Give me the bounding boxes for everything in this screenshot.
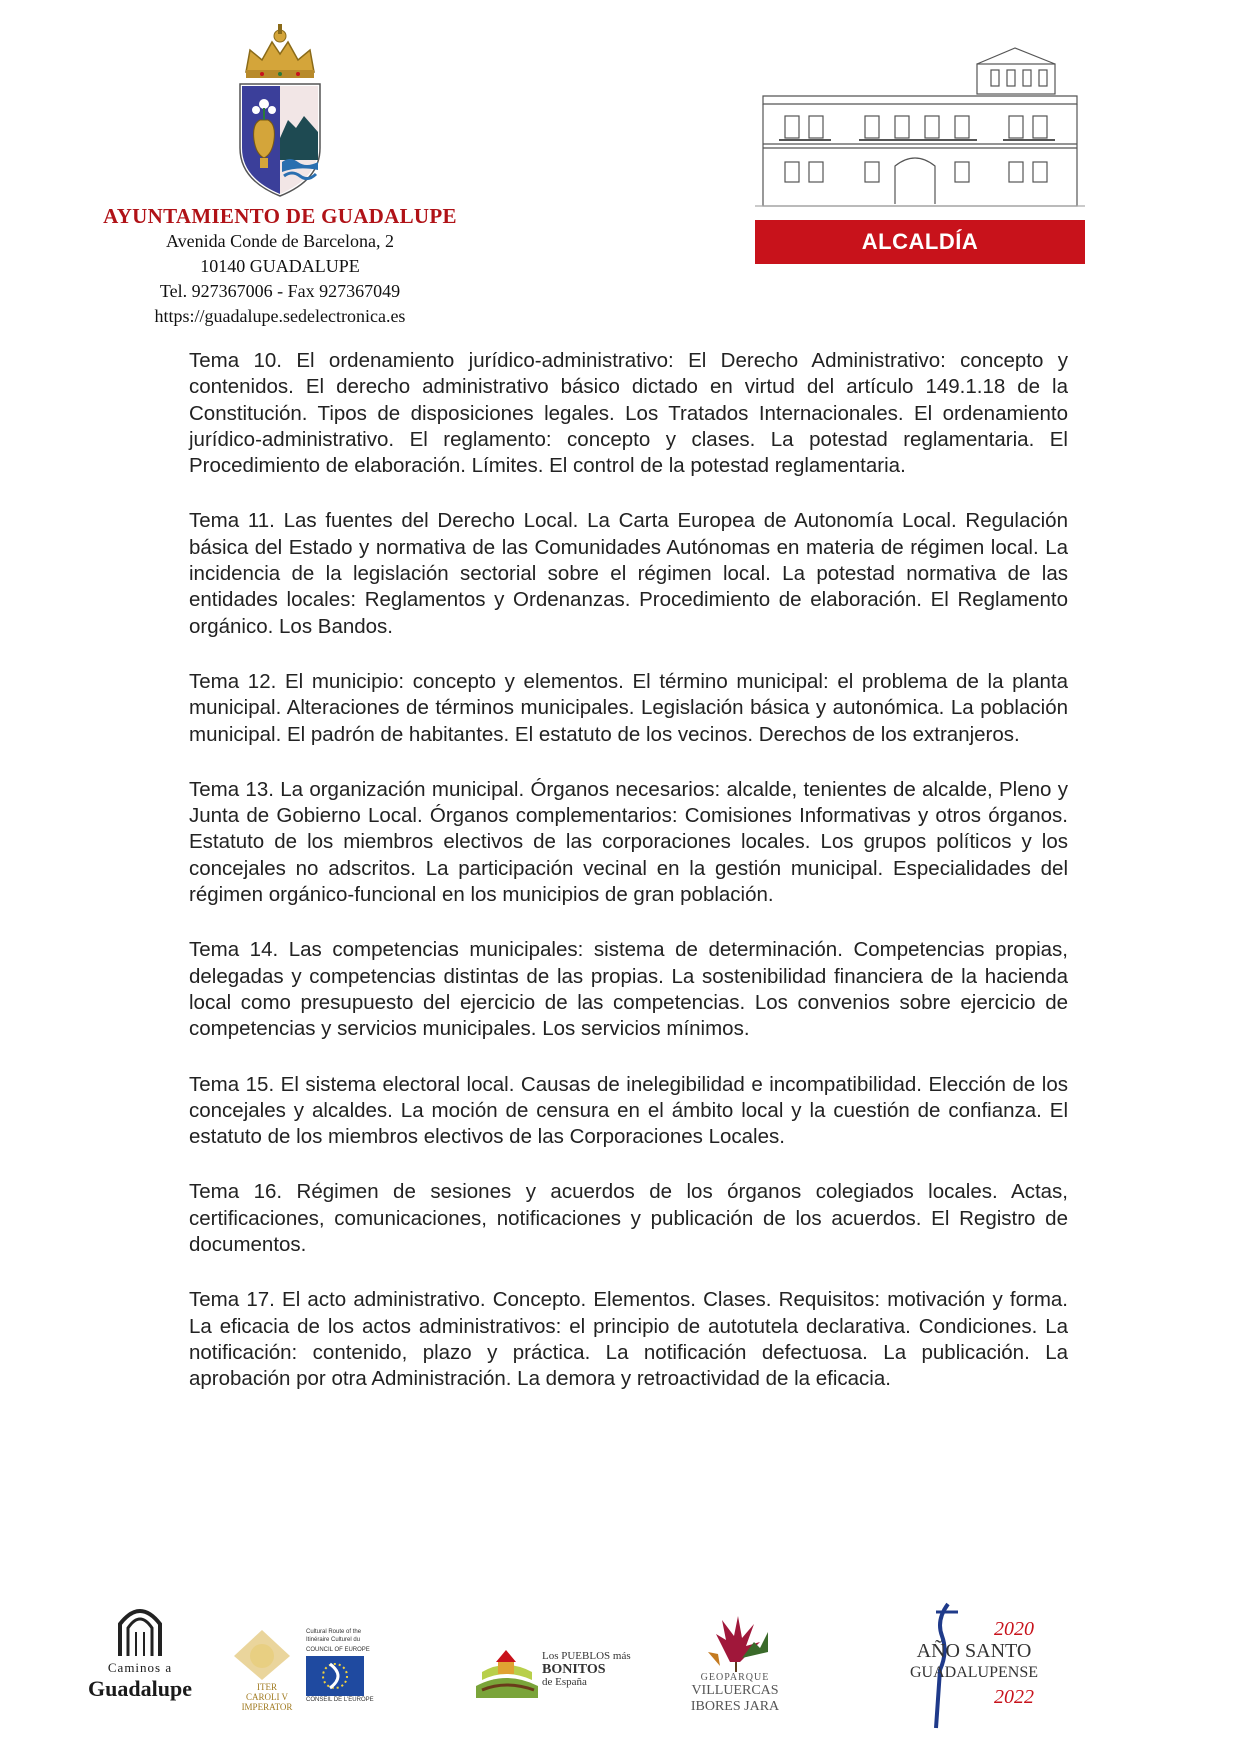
tema-17-paragraph: Tema 17. El acto administrativo. Concepto. Elementos. Clases. Requisitos: motivación y forma. La eficacia de los actos administrativos: el principio de autotutela declarativa. Condiciones. La notificación: contenido, plazo y práctica. La notificación defectuosa. La publicación. La aprobación por otra Administración. La demora y retroactividad de la eficacia. — [189, 1288, 1068, 1391]
arch-icon — [70, 1600, 210, 1660]
council-en: COUNCIL OF EUROPE — [306, 1647, 370, 1653]
sponsor-logos-footer — [60, 1600, 1180, 1730]
address-street: Avenida Conde de Barcelona, 2 — [165, 231, 395, 251]
ano-santo-line2: GUADALUPENSE — [910, 1664, 1038, 1681]
website-link[interactable]: https://guadalupe.sedelectronica.es — [154, 306, 406, 326]
geoparque-line3: IBORES JARA — [690, 1699, 780, 1714]
iter-line1: ITER — [257, 1682, 277, 1692]
ano-santo-line1: AÑO SANTO — [916, 1640, 1032, 1662]
geoparque-line2: VILLUERCAS — [691, 1683, 779, 1698]
pueblos-line1: Los PUEBLOS más — [542, 1650, 631, 1662]
year-end: 2022 — [994, 1686, 1034, 1708]
caminos-line2: Guadalupe — [88, 1676, 192, 1701]
cultural-route-line2: Itinéraire Culturel du — [306, 1637, 361, 1643]
tema-10-paragraph: Tema 10. El ordenamiento jurídico-administrativo: El Derecho Administrativo: concepto y contenidos. El derecho administrativo básico dictado en virtud del artículo 149.1.18 de la Constitución. Tipos de disposiciones legales. Los Tratados Internacionales. El ordenamiento jurídico-administrativo. El reglamento: concepto y clases. La potestad reglamentaria. El Procedimiento de elaboración. Límites. El control de la potestad reglamentaria. — [189, 349, 1068, 478]
caminos-line1: Caminos a — [107, 1660, 173, 1675]
pueblos-line2: BONITOS — [542, 1662, 606, 1677]
municipal-header — [60, 20, 500, 329]
cultural-route-line1: Cultural Route of the — [306, 1629, 362, 1635]
geoparque-logo — [660, 1612, 810, 1715]
syllabus-topics — [189, 348, 1068, 1422]
tema-14-paragraph: Tema 14. Las competencias municipales: sistema de determinación. Competencias propias, delegadas y competencias distintas de las propias. La sostenibilidad financiera de la hacienda local como presupuesto del ejercicio de las competencias. Los convenios sobre ejercicio de competencias y servicios municipales. Los servicios mínimos. — [189, 938, 1068, 1041]
tema-12-paragraph: Tema 12. El municipio: concepto y elementos. El término municipal: el problema de la planta municipal. Alteraciones de términos municipales. Legislación básica y autonómica. La población municipal. El padrón de habitantes. El estatuto de los vecinos. Derechos de los extranjeros. — [189, 669, 1068, 746]
tema-16-paragraph: Tema 16. Régimen de sesiones y acuerdos de los órganos colegiados locales. Actas, certificaciones, comunicaciones, notificaciones y publicación de los acuerdos. El Registro de documentos. — [189, 1180, 1068, 1257]
geoparque-leaves-icon — [660, 1612, 810, 1672]
geoparque-line1: GEOPARQUE — [700, 1672, 770, 1683]
council-of-europe-flag-icon — [306, 1656, 364, 1696]
section-header — [755, 44, 1085, 264]
tema-15-paragraph: Tema 15. El sistema electoral local. Causas de inelegibilidad e incompatibilidad. Elección de los concejales y alcaldes. La moción de censura en el ámbito local y la cuestión de confianza. El estatuto de los miembros electivos de las Corporaciones Locales. — [189, 1072, 1068, 1149]
organization-name: AYUNTAMIENTO DE GUADALUPE — [103, 204, 457, 228]
section-label-badge: ALCALDÍA — [755, 220, 1085, 264]
coat-of-arms-icon — [232, 20, 328, 200]
tema-11-paragraph: Tema 11. Las fuentes del Derecho Local. La Carta Europea de Autonomía Local. Regulación básica del Estado y normativa de las Comunidades Autónomas en materia de régimen local. La incidencia de la legislación sectorial sobre el régimen local. La potestad normativa de las entidades locales: Reglamentos y Ordenanzas. Procedimiento de elaboración. El Reglamento orgánico. Los Bandos. — [189, 509, 1068, 638]
iter-line3: IMPERATOR — [241, 1702, 293, 1712]
address-city: 10140 GUADALUPE — [200, 256, 360, 276]
pueblos-line3: de España — [542, 1676, 587, 1688]
phone-fax: Tel. 927367006 - Fax 927367049 — [159, 281, 401, 301]
tema-13-paragraph: Tema 13. La organización municipal. Órganos necesarios: alcalde, tenientes de alcalde, Pleno y Junta de Gobierno Local. Órganos complementarios: Comisiones Informativas y otros órganos. Estatuto de los miembros electivos de las corporaciones locales. Los grupos políticos y los concejales no adscritos. La participación vecinal en la gestión municipal. Especialidades del régimen orgánico-funcional en los municipios de gran población. — [189, 777, 1068, 907]
caminos-guadalupe-logo — [70, 1600, 210, 1702]
town-hall-building-icon — [755, 44, 1085, 212]
village-icon — [472, 1632, 542, 1702]
iter-emblem-icon — [232, 1628, 292, 1682]
iter-line2: CAROLI V — [245, 1692, 289, 1702]
council-fr: CONSEIL DE L'EUROPE — [306, 1697, 374, 1703]
year-start: 2020 — [994, 1618, 1034, 1640]
